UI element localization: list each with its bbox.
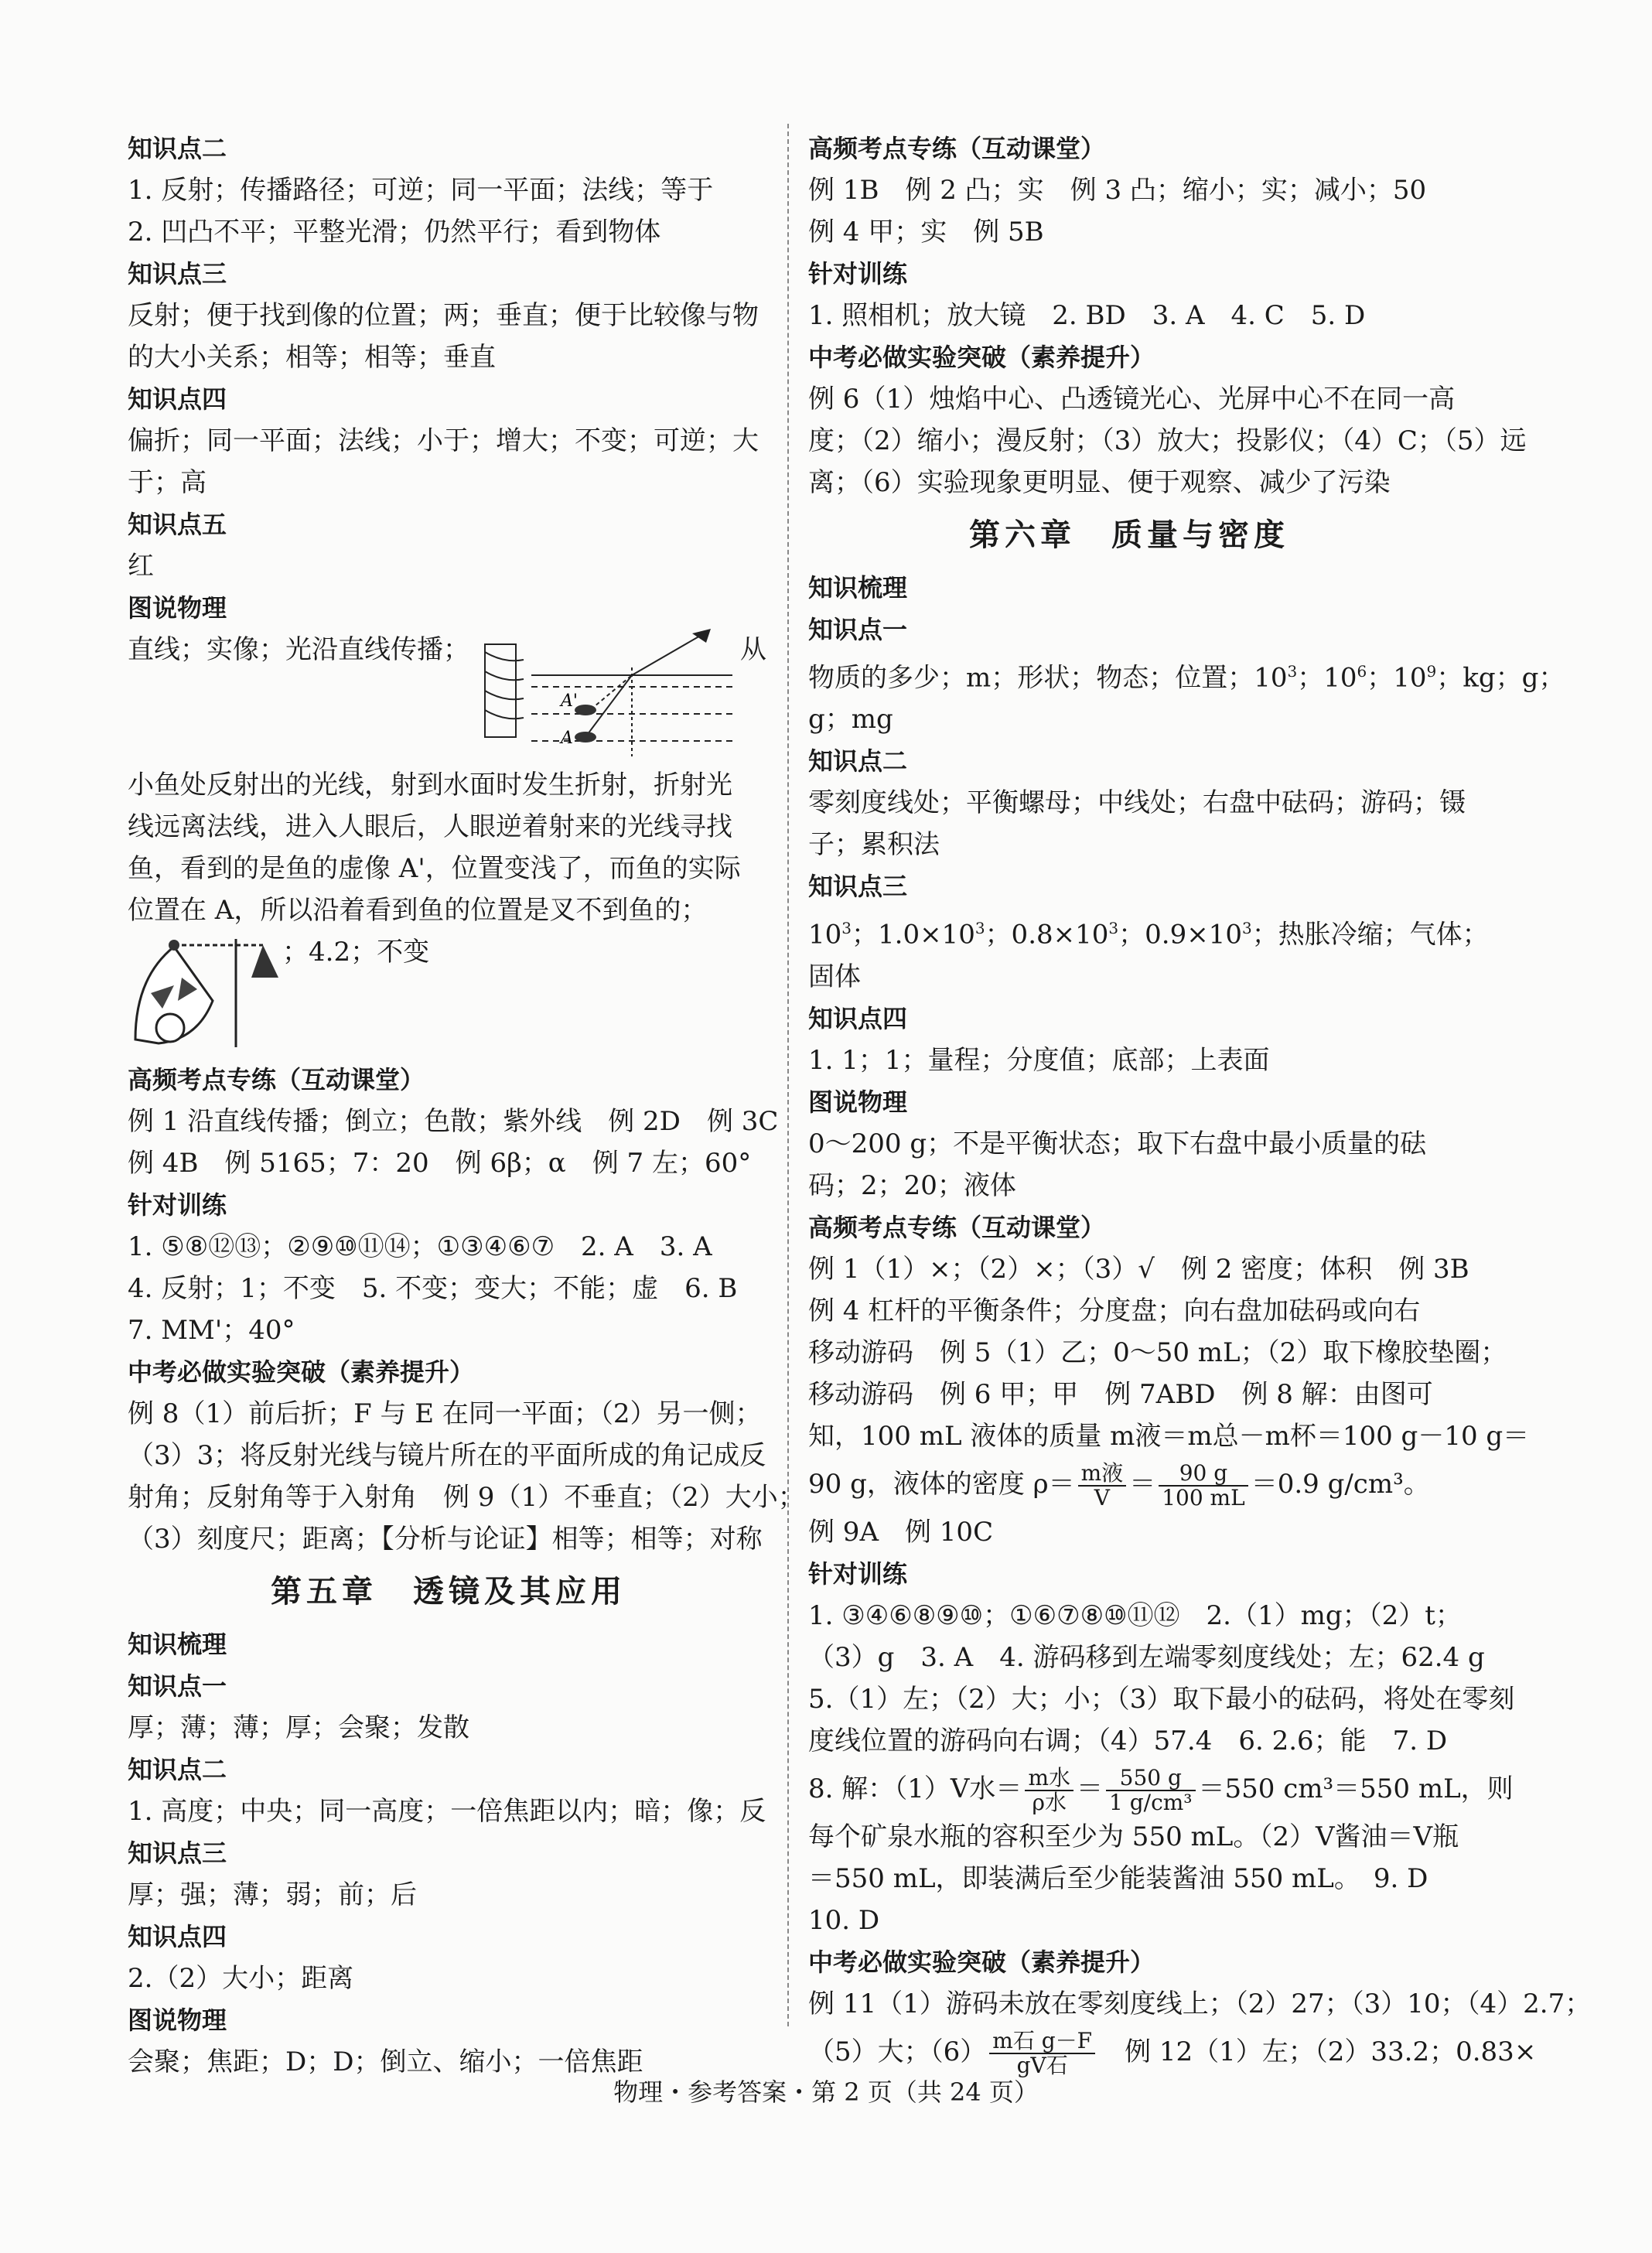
answer-line: 1. 1；1；量程；分度值；底部；上表面 [808,1044,1270,1076]
heading: 图说物理 [808,1087,908,1117]
fraction: $\frac{90 g}{100 mL}$ [1159,1462,1248,1510]
answer-line: 例 4 杠杆的平衡条件；分度盘；向右盘加砝码或向右 [808,1295,1421,1326]
answer-line: 例 1 沿直线传播；倒立；色散；紫外线 例 2D 例 3C [128,1106,779,1137]
answer-line: ；4.2；不变 [282,937,430,968]
heading: 中考必做实验突破（素养提升） [808,1947,1155,1977]
answer-line: 子；累积法 [808,829,940,861]
answer-line: 0～200 g；不是平衡状态；取下右盘中最小质量的砝 [808,1128,1427,1159]
heading: 高频考点专练（互动课堂） [808,134,1106,163]
heading: 知识点一 [808,615,908,644]
heading: 知识点二 [128,1755,227,1784]
answer-line: 的大小关系；相等；相等；垂直 [128,342,496,373]
answer-line: 固体 [808,961,861,992]
answer-line: 1. 高度；中央；同一高度；一倍焦距以内；暗；像；反 [128,1796,766,1827]
fraction: $\frac{\text{m石 g－F}}{\text{gV石}}$ [989,2029,1095,2077]
clown-figure-row [128,931,770,1059]
answer-line: 知，100 mL 液体的质量 m液＝m总－m杯＝100 g－10 g＝ [808,1420,1530,1452]
eye-icon [692,629,711,643]
answer-line: 鱼，看到的是鱼的虚像 A'，位置变浅了，而鱼的实际 [128,853,741,884]
answer-line: 5.（1）左；（2）大；小；（3）取下最小的砝码，将处在零刻 [808,1683,1515,1715]
answer-line: 物质的多少；m；形状；物态；位置；$10^3$；$10^6$；$10^9$；kg；g； [808,662,1565,694]
answer-line: 例 1（1）×；（2）×；（3）√ 例 2 密度；体积 例 3B [808,1253,1469,1285]
answer-line: 码；2；20；液体 [808,1169,1016,1201]
answer-line: $10^3$；$1.0\times 10^3$；$0.8\times 10^3$；$0.9\times 10^3$；热胀冷缩；气体； [808,919,1489,951]
answer-line: （3）3；将反射光线与镜片所在的平面所成的角记成反 [128,1440,766,1471]
answer-line: 例 9A 例 10C [808,1516,994,1548]
heading: 图说物理 [128,593,227,623]
answer-line: g；mg [808,704,893,736]
answer-line: 4. 反射；1；不变 5. 不变；变大；不能；虚 6. B [128,1273,738,1304]
heading: 针对训练 [128,1190,227,1220]
column-divider [787,124,789,2026]
tassel-icon [251,945,278,978]
answer-line: 2.（2）大小；距离 [128,1963,354,1994]
answer-line: 例 11（1）游码未放在零刻度线上；（2）27；（3）10；（4）2.7； [808,1988,1592,2019]
heading: 高频考点专练（互动课堂） [128,1065,425,1094]
answer-line: 2. 凹凸不平；平整光滑；仍然平行；看到物体 [128,217,661,247]
answer-line: 零刻度线处；平衡螺母；中线处；右盘中砝码；游码；镊 [808,787,1466,819]
heading: 知识点三 [128,1838,227,1868]
heading: 知识点二 [128,134,227,163]
answer-line: 红 [128,551,154,582]
right-column [808,128,1592,2079]
pompom-icon [169,940,179,951]
heading: 针对训练 [808,1558,908,1589]
heading: 知识梳理 [808,573,908,603]
answer-line: 每个矿泉水瓶的容积至少为 550 mL。（2）V酱油＝V瓶 [808,1821,1459,1852]
chapter-title: 第五章 透镜及其应用 [271,1573,626,1610]
heading: 图说物理 [128,2006,227,2035]
chapter-title: 第六章 质量与密度 [969,517,1289,553]
answer-line: 例 4B 例 5165；7：20 例 6β；α 例 7 左；60° [128,1148,752,1179]
answer-line: 例 8（1）前后折；F 与 E 在同一平面；（2）另一侧； [128,1398,762,1429]
answer-line: 移动游码 例 5（1）乙；0～50 mL；（2）取下橡胶垫圈； [808,1336,1507,1368]
answer-line: 90 g，液体的密度 ρ＝ $\frac{\text{m液}}{V}$ ＝ $\frac{90 g}{100 mL}$ ＝0.9 g/cm³。 [808,1459,1430,1511]
answer-line: 直线；实像；光沿直线传播； [128,634,469,665]
answer-line: 1. ⑤⑧⑫⑬；②⑨⑩⑪⑭；①③④⑥⑦ 2. A 3. A [128,1231,712,1262]
answer-line: 8. 解：（1）V水＝ $\frac{\text{m水}}{\text{ρ水}}$ ＝ $\frac{550 g}{\text{1 g/cm³}}$ ＝550 cm³＝550 mL，则 [808,1764,1514,1815]
heading: 知识点五 [128,510,227,539]
virtual-image-label: A' [561,691,578,711]
fraction: $\frac{\text{m液}}{V}$ [1078,1462,1127,1510]
heading: 知识点四 [128,384,227,414]
answer-line: 离；（6）实验现象更明显、便于观察、减少了污染 [808,467,1391,498]
answer-line: 射角；反射角等于入射角 例 9（1）不垂直；（2）大小； [128,1482,804,1513]
answer-line: 例 1B 例 2 凸；实 例 3 凸；缩小；实；减小；50 [808,175,1427,206]
answer-line: 1. 照相机；放大镜 2. BD 3. A 4. C 5. D [808,300,1366,331]
fish-refraction-diagram [469,629,732,764]
answer-line: ＝550 mL，即装满后至少能装酱油 550 mL。 9. D [808,1862,1428,1894]
left-column [128,128,804,2083]
heading: 高频考点专练（互动课堂） [808,1212,1106,1242]
answer-line: 会聚；焦距；D；D；倒立、缩小；一倍焦距 [128,2046,643,2077]
answer-line: 位置在 A，所以沿着看到鱼的位置是叉不到鱼的； [128,895,708,926]
fish-image-icon [575,705,596,715]
fish-figure-row [128,629,770,764]
answer-line: 例 4 甲；实 例 5B [808,217,1044,247]
answer-line: （5）大；（6） $\frac{\text{m石 g－F}}{\text{gV石}}$ 例 12（1）左；（2）33.2；0.83× [808,2027,1537,2078]
answer-line: 反射；便于找到像的位置；两；垂直；便于比较像与物 [128,300,759,331]
heading: 知识点三 [128,259,227,288]
answer-line: 从 [740,634,766,665]
heading: 中考必做实验突破（素养提升） [808,343,1155,372]
answer-line: 10. D [808,1904,880,1936]
heading: 中考必做实验突破（素养提升） [128,1357,475,1387]
answer-line: 移动游码 例 6 甲；甲 例 7ABD 例 8 解：由图可 [808,1378,1433,1410]
answer-line: （3）刻度尺；距离；【分析与论证】相等；相等；对称 [128,1524,763,1555]
page-footer: 物理・参考答案・第 2 页（共 24 页） [613,2077,1039,2107]
answer-line: 偏折；同一平面；法线；小于；增大；不变；可逆；大 [128,425,759,456]
heading: 知识点一 [128,1671,227,1701]
answer-line: 度；（2）缩小；漫反射；（3）放大；投影仪；（4）C；（5）远 [808,425,1527,456]
answer-line: 例 6（1）烛焰中心、凸透镜光心、光屏中心不在同一高 [808,384,1456,415]
answer-line: 小鱼处反射出的光线，射到水面时发生折射，折射光 [128,770,732,800]
heading: 针对训练 [808,259,908,288]
answer-line: 1. ③④⑥⑧⑨⑩；①⑥⑦⑧⑩⑪⑫ 2.（1）mg；（2）t； [808,1599,1462,1631]
fraction: $\frac{\text{m水}}{\text{ρ水}}$ [1025,1767,1073,1814]
fish-icon [575,732,596,742]
answer-line: 于；高 [128,467,206,498]
heading: 知识点三 [808,872,908,902]
answer-line: 度线位置的游码向右调；（4）57.4 6. 2.6；能 7. D [808,1725,1448,1756]
heading: 知识梳理 [128,1630,227,1659]
heading: 知识点四 [808,1003,908,1033]
answer-line: 1. 反射；传播路径；可逆；同一平面；法线；等于 [128,175,714,206]
answer-line: （3）g 3. A 4. 游码移到左端零刻度线处；左；62.4 g [808,1641,1485,1673]
answer-line: 厚；薄；薄；厚；会聚；发散 [128,1712,469,1743]
clown-mirror-diagram [128,931,282,1055]
heading: 知识点二 [808,746,908,777]
fish-position-label: A [561,729,573,748]
heading: 知识点四 [128,1922,227,1951]
answer-line: 7. MM'；40° [128,1315,295,1346]
fraction: $\frac{550 g}{\text{1 g/cm³}}$ [1106,1767,1196,1814]
answer-line: 线远离法线，进入人眼后，人眼逆着射来的光线寻找 [128,811,732,842]
answer-line: 厚；强；薄；弱；前；后 [128,1879,417,1910]
